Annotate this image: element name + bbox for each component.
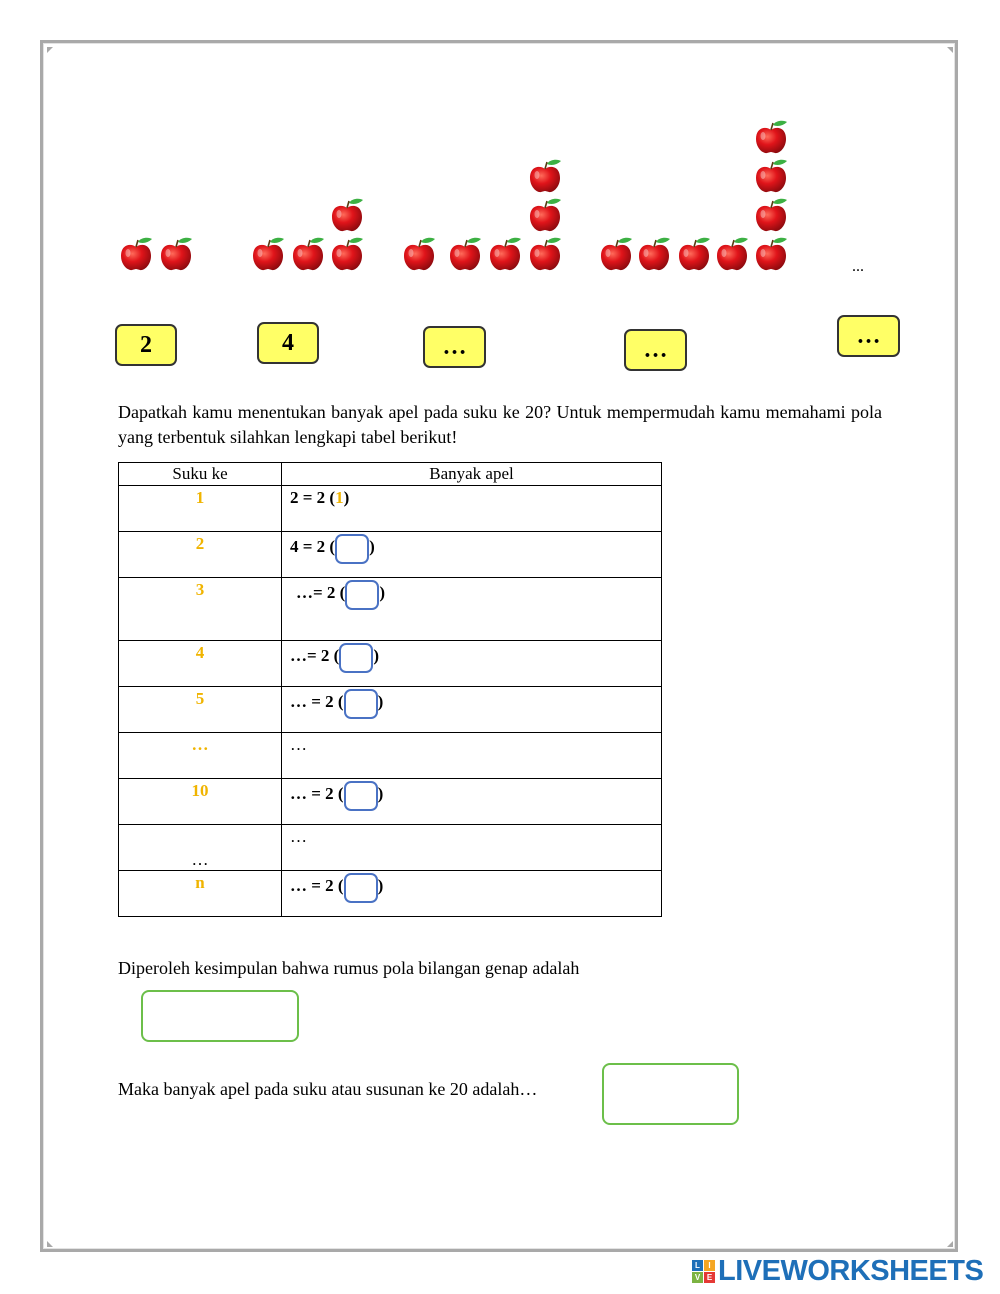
answer-input[interactable] [345, 580, 379, 610]
formula-text: … = 2 ( [290, 784, 344, 803]
apples-cell [282, 578, 662, 641]
apple-icon [753, 158, 789, 194]
term-cell: 2 [119, 532, 282, 578]
formula-answer-input[interactable] [141, 990, 299, 1042]
table-row [119, 779, 662, 825]
term-cell: 5 [119, 687, 282, 733]
apples-cell: … [282, 825, 662, 871]
apple-icon [598, 236, 634, 272]
term-box-2: 4 [257, 322, 319, 364]
term-box-4-input[interactable]: … [624, 329, 687, 371]
apple-icon [676, 236, 712, 272]
frame-corner [947, 1241, 953, 1247]
apples-cell [282, 486, 662, 532]
formula-close: ) [369, 537, 375, 556]
table-row [119, 825, 662, 871]
answer-input[interactable] [344, 689, 378, 719]
formula-close: ) [343, 488, 350, 507]
term-cell: n [119, 871, 282, 917]
term-cell: … [119, 825, 282, 871]
apple-icon [753, 197, 789, 233]
apple-icon [401, 236, 437, 272]
formula-close: ) [377, 876, 384, 895]
formula-close: ) [377, 692, 384, 711]
answer-input[interactable] [344, 781, 378, 811]
apple-icon [447, 236, 483, 272]
frame-corner [947, 47, 953, 53]
table-row [119, 578, 662, 641]
apple-icon [753, 119, 789, 155]
apple-icon [527, 197, 563, 233]
apple-icon [527, 158, 563, 194]
apple-icon [250, 236, 286, 272]
apples-cell [282, 641, 662, 687]
formula-close: ) [377, 784, 384, 803]
formula-text: …= 2 ( [290, 646, 340, 665]
answer-input[interactable] [344, 873, 378, 903]
term-cell: 3 [119, 578, 282, 641]
brand-name: LIVEWORKSHEETS [718, 1255, 984, 1287]
table-row [119, 641, 662, 687]
logo-letter: L [692, 1260, 703, 1271]
apple-icon [329, 236, 365, 272]
final-question-text: Maka banyak apel pada suku atau susunan ke 20 adalah… [118, 1079, 538, 1099]
term-cell: 1 [119, 486, 282, 532]
table-row [119, 486, 662, 532]
term-box-3-input[interactable]: … [423, 326, 486, 368]
term-cell: … [119, 733, 282, 779]
pattern-table [118, 462, 662, 917]
table-header-row [119, 463, 662, 486]
formula-close: ) [373, 646, 380, 665]
apples-cell: … [282, 733, 662, 779]
header-term: Suku ke [119, 463, 282, 486]
frame-corner [47, 1241, 53, 1247]
formula-text: …= 2 ( [296, 583, 346, 602]
formula-text: … = 2 ( [290, 876, 344, 895]
conclusion-text: Diperoleh kesimpulan bahwa rumus pola bilangan genap adalah [118, 958, 580, 978]
formula-text: 4 = 2 ( [290, 537, 336, 556]
apples-cell [282, 779, 662, 825]
apple-icon [636, 236, 672, 272]
apples-cell [282, 871, 662, 917]
logo-letter: E [704, 1272, 715, 1283]
table-row [119, 871, 662, 917]
apples-cell [282, 687, 662, 733]
final-answer-input[interactable] [602, 1063, 739, 1125]
apple-icon [527, 236, 563, 272]
term-box-5-input[interactable]: … [837, 315, 900, 357]
formula-text: … = 2 ( [290, 692, 344, 711]
formula-close: ) [379, 583, 386, 602]
header-apples: Banyak apel [282, 463, 662, 486]
filled-value: 1 [335, 488, 344, 507]
table-row [119, 687, 662, 733]
table-row [119, 532, 662, 578]
apple-icon [329, 197, 365, 233]
apple-icon [753, 236, 789, 272]
frame-corner [47, 47, 53, 53]
apple-icon [714, 236, 750, 272]
logo-letter: I [704, 1260, 715, 1271]
apple-icon [290, 236, 326, 272]
term-cell: 10 [119, 779, 282, 825]
instruction-text: Dapatkah kamu menentukan banyak apel pada suku ke 20? Untuk mempermudah kamu memahami pola yang terbentuk silahkan lengkapi tabel berikut! [118, 402, 882, 447]
sequence-continuation: ... [852, 258, 864, 275]
term-box-1: 2 [115, 324, 177, 366]
liveworksheets-logo [692, 1255, 983, 1288]
answer-input[interactable] [339, 643, 373, 673]
answer-input[interactable] [335, 534, 369, 564]
apples-cell [282, 532, 662, 578]
table-row [119, 733, 662, 779]
apple-icon [487, 236, 523, 272]
logo-letter: V [692, 1272, 703, 1283]
term-cell: 4 [119, 641, 282, 687]
apple-icon [118, 236, 154, 272]
logo-icon [692, 1260, 715, 1283]
apple-icon [158, 236, 194, 272]
formula-text: 2 = 2 ( [290, 488, 336, 507]
